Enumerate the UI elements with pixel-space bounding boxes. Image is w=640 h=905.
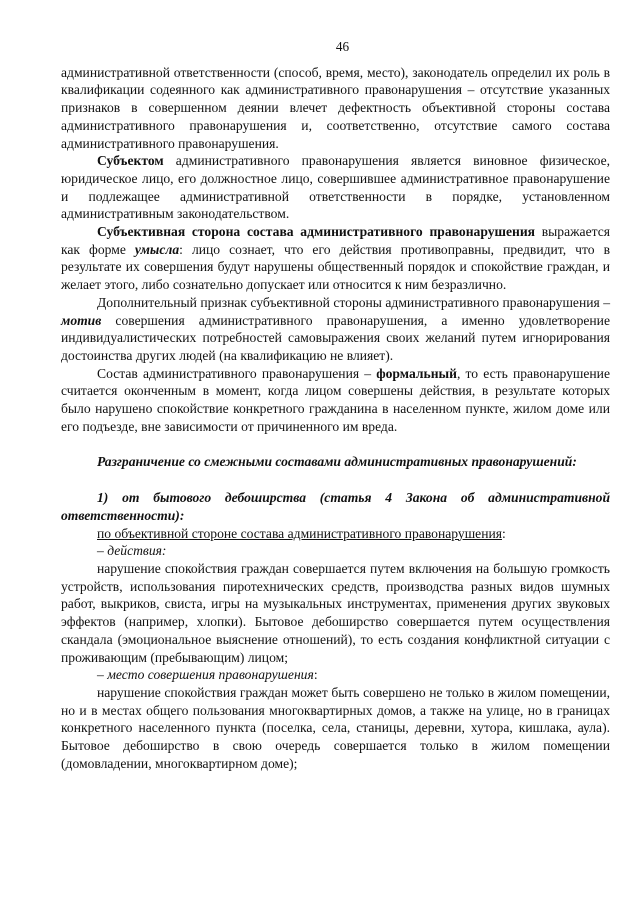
place-colon: : xyxy=(313,667,318,683)
term-motive: мотив xyxy=(61,312,102,328)
actions-label: – действия: xyxy=(97,543,167,559)
paragraph-subjective-side-text-a: выражается как форме xyxy=(61,224,610,257)
term-formal: формальный xyxy=(376,365,457,381)
objective-side-line xyxy=(61,525,610,543)
paragraph-subject-text: административного правонарушения является виновное физическое, юридическое лицо, его должностное лицо, совершившее административное правонарушение и подлежащее административной ответственности в порядке, установленном административным законодательством. xyxy=(61,153,610,222)
objective-side-colon: : xyxy=(502,525,506,541)
paragraph-motive-text-b: совершения административного правонарушения, а именно удовлетворение индивидуалистических потребностей самовыражения своих желаний путем игнорирования достоинства других людей (на квалификацию не влияет). xyxy=(61,312,610,363)
paragraph-objective-side-conclusion: административной ответственности (способ, время, место), законодатель определил их роль в квалификации содеянного как административного правонарушения – отсутствие указанных признаков в совершенном деянии влечет дефектность объективной стороны состава административного правонарушения и, соответственно, отсутствие самого состава административного правонарушения. xyxy=(61,64,610,151)
paragraph-subjective-side-text-b: : лицо сознает, что его действия противоправны, предвидит, что в результате их совершения будут нарушены общественный порядок и спокойствие граждан, и желает этого, либо сознательно допускает или относится к ним безразлично. xyxy=(61,241,610,293)
section-heading: Разграничение со смежными составами административных правонарушений: xyxy=(97,454,577,470)
page-number: 46 xyxy=(335,39,350,54)
paragraph-formal-text-a: Состав административного правонарушения – xyxy=(97,365,377,381)
objective-side-label: по объективной стороне состава административного правонарушения xyxy=(97,525,503,541)
document-page xyxy=(61,38,610,772)
term-subject: Субъектом xyxy=(97,153,164,169)
paragraph-place: нарушение спокойствия граждан может быть совершено не только в жилом помещении, но и в местах общего пользования многоквартирных домов, а также на улице, но в границах конкретного населенного пункта (поселка, села, станицы, деревни, хутора, кишлака, аула). Бытовое дебоширство в свою очередь совершается только в жилом помещении (домовладении, многоквартирном доме); xyxy=(61,684,610,771)
paragraph-subject xyxy=(61,152,610,223)
paragraph-formal-text-b: , то есть правонарушение считается оконченным в момент, когда лицом совершены действия, в результате которых было нарушено спокойствие конкретного гражданина в населенном пункте, жилом доме или его подъезде, вне зависимости от причиненного им вреда. xyxy=(61,365,610,434)
term-subjective-side: Субъективная сторона состава административного правонарушения xyxy=(97,224,536,240)
paragraph-subjective-side xyxy=(61,223,610,294)
paragraph-motive-text-a: Дополнительный признак субъективной стороны административного правонарушения – xyxy=(97,294,610,310)
place-label: – место совершения правонарушения xyxy=(97,667,314,683)
subsection-heading: 1) от бытового дебоширства (статья 4 Закона об административной ответственности): xyxy=(61,490,610,523)
term-intent: умысла xyxy=(134,241,180,257)
paragraph-actions: нарушение спокойствия граждан совершается путем включения на большую громкость устройств, использования пиротехнических средств, производства разных видов шумных работ, выкриков, свиста, игры на музыкальных инструментах, применения других звуковых эффектов (например, хлопки). Бытовое дебоширство совершается путем осуществления скандала (эмоциональное выяснение отношений), то есть создания конфликтной ситуации с проживающим (пребывающим) лицом; xyxy=(61,560,610,665)
paragraph-motive xyxy=(61,294,610,365)
paragraph-formal-composition xyxy=(61,365,610,436)
place-line xyxy=(61,666,610,684)
